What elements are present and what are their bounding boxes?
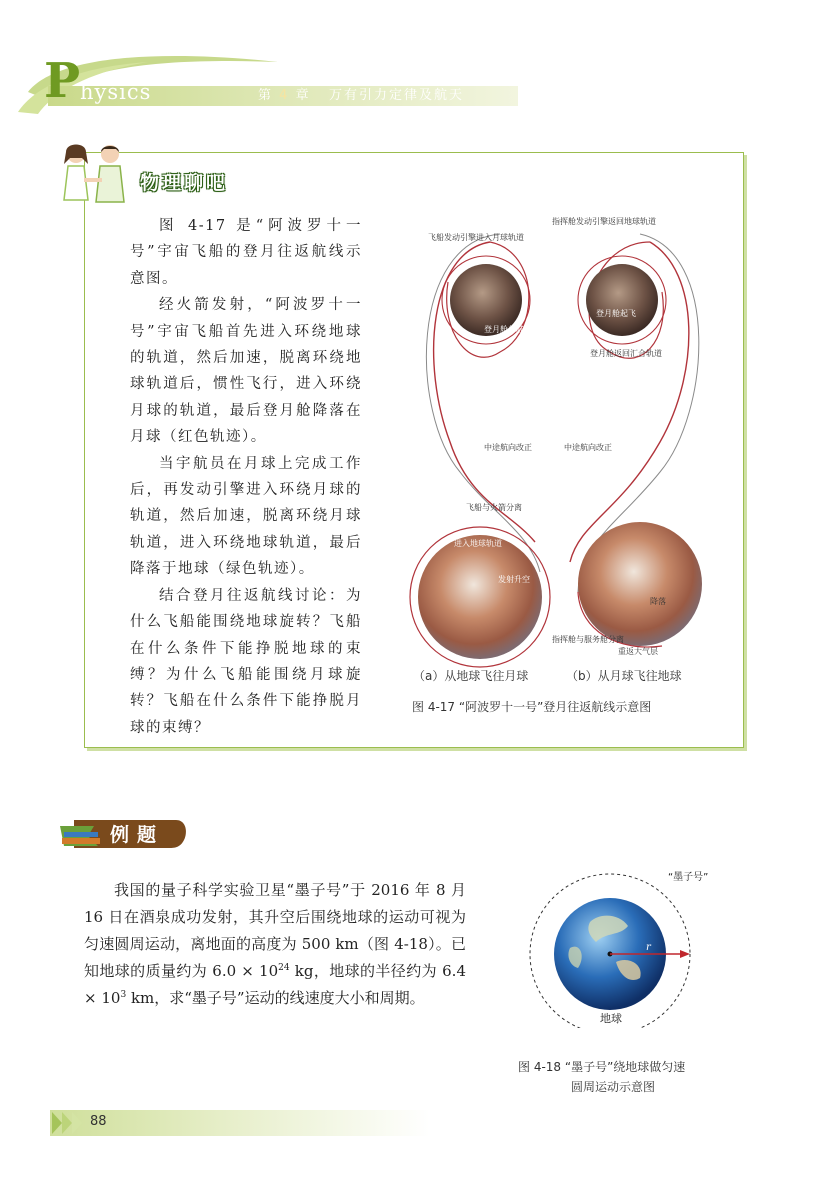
page-number: 88 xyxy=(90,1114,107,1129)
example-text-2: kg，地球的半径约为 6.4 × 10 xyxy=(84,962,466,1007)
figure-4-18-caption-line2: 圆周运动示意图 xyxy=(571,1080,656,1094)
physics-talk-text xyxy=(130,213,362,741)
exponent-earth-mass: 24 xyxy=(278,963,290,973)
footer-bar xyxy=(50,1110,430,1136)
caption-b: （b）从月球飞往地球 xyxy=(566,669,682,683)
label-b-midcourse: 中途航向改正 xyxy=(564,443,612,452)
talk-paragraph: 结合登月往返航线讨论：为什么飞船能围绕地球旋转？飞船在什么条件下能挣脱地球的束缚？为什么飞船能围绕月球旋转？飞船在什么条件下能挣脱月球的束缚？ xyxy=(130,587,362,736)
label-a-rocket-separation: 飞船与火箭分离 xyxy=(466,503,522,512)
example-text-3: km，求“墨子号”运动的线速度大小和周期。 xyxy=(126,989,425,1007)
footer-arrows-icon xyxy=(50,1110,90,1136)
earth-label: 地球 xyxy=(600,1012,622,1025)
label-b-reentry: 重返大气层 xyxy=(618,647,658,656)
example-text xyxy=(84,877,466,1012)
logo-text: hysics xyxy=(80,80,152,104)
earth-b xyxy=(578,522,702,646)
example-text-1: 我国的量子科学实验卫星“墨子号”于 2016 年 8 月 16 日在酒泉成功发射，其升空后围绕地球的运动可视为匀速圆周运动，离地面的高度为 500 km（图 4-18）。已知地球的质量约为 6.0 × 10 xyxy=(84,881,466,980)
label-b-lunar-takeoff: 登月舱起飞 xyxy=(596,309,636,318)
exponent-earth-radius: 3 xyxy=(120,990,127,1000)
label-b-separation: 指挥舱与服务舱分离 xyxy=(552,635,624,644)
figure-4-18-caption-line1: 图 4-18 “墨子号”绕地球做匀速 xyxy=(518,1060,686,1074)
chapter-name: 万有引力定律及航天 xyxy=(329,88,465,103)
label-a-lunar-landing: 登月舱着陆 xyxy=(484,325,524,334)
logo-initial: P xyxy=(44,53,81,109)
physics-talk-title: 物理聊吧 xyxy=(140,172,229,194)
radius-arrowhead xyxy=(680,950,690,958)
earth-a xyxy=(418,535,542,659)
chapter-number: 4 xyxy=(279,88,290,103)
label-a-midcourse: 中途航向改正 xyxy=(484,443,532,452)
chapter-title xyxy=(258,86,464,106)
label-a-launch: 发射升空 xyxy=(498,575,530,584)
satellite-label: “墨子号” xyxy=(668,872,709,883)
example-title: 例题 xyxy=(110,824,165,846)
label-a-engine-lunar-orbit: 飞船发动引擎进入月球轨道 xyxy=(428,233,524,242)
talk-paragraph: 图 4-17 是“阿波罗十一号”宇宙飞船的登月往返航线示意图。 xyxy=(130,218,362,287)
students-illustration xyxy=(54,140,140,206)
satellite-orbit-diagram xyxy=(520,852,720,1028)
talk-paragraph: 当宇航员在月球上完成工作后，再发动引擎进入环绕月球的轨道，然后加速，脱离环绕月球轨道，进入环绕地球轨道，最后降落于地球（绿色轨迹）。 xyxy=(130,455,362,578)
label-b-engine-return: 指挥舱发动引擎返回地球轨道 xyxy=(552,217,656,226)
figure-4-17-caption: 图 4-17 “阿波罗十一号”登月往返航线示意图 xyxy=(412,700,652,714)
label-b-landing: 降落 xyxy=(650,597,666,606)
apollo-trajectory-diagram xyxy=(400,212,718,690)
talk-paragraph: 经火箭发射，“阿波罗十一号”宇宙飞船首先进入环绕地球的轨道，然后加速，脱离环绕地球轨道后，惯性飞行，进入环绕月球的轨道，最后登月舱降落在月球（红色轨迹）。 xyxy=(130,297,362,446)
label-b-rendezvous: 登月舱返回汇合轨道 xyxy=(590,349,662,358)
label-a-enter-earth-orbit: 进入地球轨道 xyxy=(454,539,502,548)
moon-b xyxy=(586,264,658,336)
caption-a: （a）从地球飞往月球 xyxy=(413,669,529,683)
chapter-prefix: 第 xyxy=(258,88,274,103)
example-paragraph xyxy=(84,877,466,1012)
chapter-suffix: 章 xyxy=(295,88,311,103)
radius-label: r xyxy=(646,942,651,953)
